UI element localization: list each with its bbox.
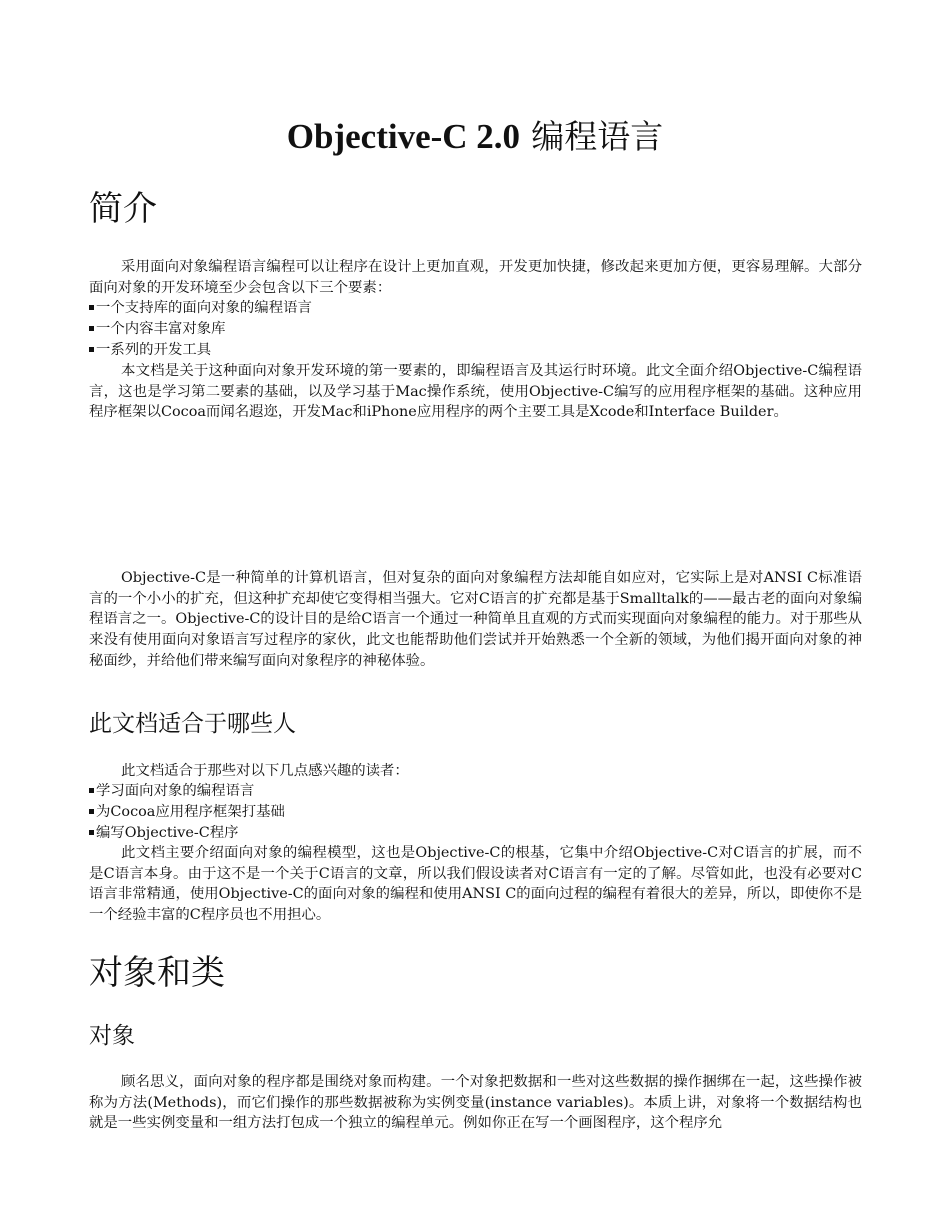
- bullet-icon: [89, 830, 94, 835]
- objects-paragraph-1: 顾名思义，面向对象的程序都是围绕对象而构建。一个对象把数据和一些对这些数据的操作捆绑在一起，这些操作被称为方法(Methods)，而它们操作的那些数据被称为实例变量(instance variables)。本质上讲，对象将一个数据结构也就是一些实例变量和一组方法打包成一个独立的编程单元。例如你正在写一个画图程序，这个程序允: [89, 1074, 862, 1132]
- bullet-icon: [89, 788, 94, 793]
- intro-paragraph-1: 采用面向对象编程语言编程可以让程序在设计上更加直观，开发更加快捷，修改起来更加方便，更容易理解。大部分面向对象的开发环境至少会包含以下三个要素：: [89, 259, 862, 296]
- heading-intro: 简介: [89, 189, 157, 229]
- bullet-icon: [89, 809, 94, 814]
- bullet-icon: [89, 305, 94, 310]
- audience-bullet-1-text: 学习面向对象的编程语言: [96, 783, 255, 799]
- intro-bullet-2: [89, 319, 226, 340]
- audience-bullet-3: [89, 823, 239, 844]
- audience-paragraph-2: 此文档主要介绍面向对象的编程模型，这也是Objective-C的根基，它集中介绍Objective-C对C语言的扩展，而不是C语言本身。由于这不是一个关于C语言的文章，所以我们假设读者对C语言有一定的了解。尽管如此，也没有必要对C语言非常精通，使用Objective-C的面向对象的编程和使用ANSI C的面向过程的编程有着很大的差异，所以，即使你不是一个经验丰富的C程序员也不用担心。: [89, 845, 862, 924]
- audience-paragraph-1: 此文档适合于那些对以下几点感兴趣的读者：: [121, 763, 409, 779]
- intro-bullet-2-text: 一个内容丰富对象库: [96, 321, 226, 337]
- bullet-icon: [89, 347, 94, 352]
- audience-bullet-2-text: 为Cocoa应用程序框架打基础: [96, 804, 285, 820]
- audience-bullet-1: [89, 781, 254, 802]
- heading-objects-classes: 对象和类: [89, 953, 225, 993]
- intro-paragraph-2: 本文档是关于这种面向对象开发环境的第一要素的，即编程语言及其运行时环境。此文全面介绍Objective-C编程语言，这也是学习第二要素的基础，以及学习基于Mac操作系统，使用Objective-C编写的应用程序框架的基础。这种应用程序框架以Cocoa而闻名遐迩，开发Mac和iPhone应用程序的两个主要工具是Xcode和Interface Builder。: [89, 363, 862, 421]
- title-cjk: 编程语言: [531, 117, 664, 156]
- audience-bullet-3-text: 编写Objective-C程序: [96, 825, 239, 841]
- bullet-icon: [89, 326, 94, 331]
- heading-audience: 此文档适合于哪些人: [89, 711, 296, 737]
- intro-bullet-1-text: 一个支持库的面向对象的编程语言: [96, 300, 312, 316]
- audience-bullet-2: [89, 802, 285, 823]
- intro-bullet-3-text: 一系列的开发工具: [96, 342, 212, 358]
- intro-bullet-1: [89, 298, 312, 319]
- document-title: [0, 113, 950, 161]
- intro-paragraph-3: Objective-C是一种简单的计算机语言，但对复杂的面向对象编程方法却能自如应对，它实际上是对ANSI C标准语言的一个小小的扩充，但这种扩充却使它变得相当强大。它对C语言的扩充都是基于Smalltalk的——最古老的面向对象编程语言之一。Objective-C的设计目的是给C语言一个通过一种简单且直观的方式而实现面向对象编程的能力。对于那些从来没有使用面向对象语言写过程序的家伙，此文也能帮助他们尝试并开始熟悉一个全新的领域，为他们揭开面向对象的神秘面纱，并给他们带来编写面向对象程序的神秘体验。: [89, 570, 862, 669]
- title-latin: Objective-C 2.0: [286, 117, 521, 156]
- intro-bullet-3: [89, 340, 211, 361]
- heading-objects: 对象: [89, 1023, 135, 1049]
